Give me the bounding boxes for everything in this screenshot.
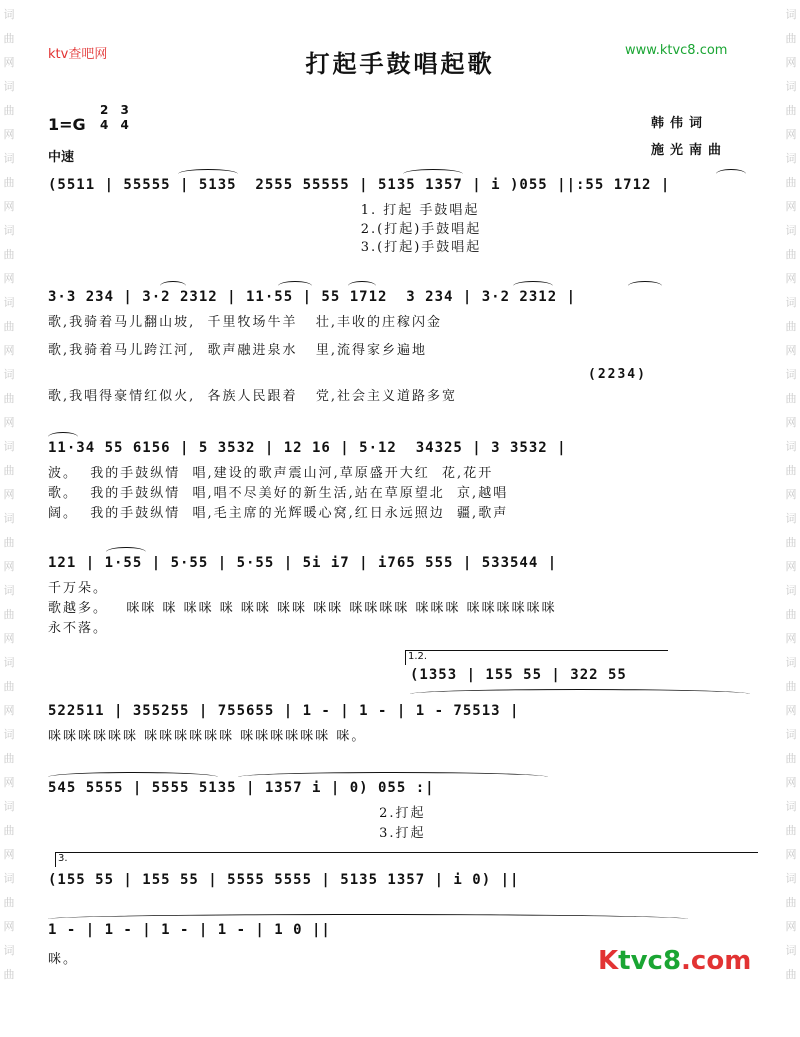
watermark-char: 词: [3, 80, 15, 93]
watermark-char: 曲: [785, 248, 797, 261]
slur-mark: [48, 432, 78, 442]
watermark-char: 曲: [3, 392, 15, 405]
meter-numerators: 2 3: [100, 103, 133, 117]
watermark-char: 网: [3, 416, 15, 429]
watermark-char: 网: [785, 920, 797, 933]
watermark-char: 网: [785, 128, 797, 141]
composer-credit: 施光南曲: [651, 143, 728, 158]
score-system-6: [48, 778, 760, 844]
score-system-5: [48, 665, 760, 747]
slur-mark: [278, 281, 312, 291]
watermark-char: 词: [3, 8, 15, 21]
watermark-char: 网: [3, 848, 15, 861]
time-signature: [100, 103, 133, 133]
watermark-char: 曲: [785, 968, 797, 981]
left-watermark-column: [0, 0, 18, 1037]
volta-bracket-3: 3.: [55, 852, 758, 867]
watermark-char: 词: [785, 152, 797, 165]
upper-accompaniment-line: (1353 | 155 55 | 322 55: [410, 667, 627, 683]
watermark-char: 曲: [785, 680, 797, 693]
slur-mark: [160, 281, 186, 291]
watermark-char: 网: [785, 704, 797, 717]
watermark-char: 词: [785, 512, 797, 525]
slur-mark: [106, 547, 146, 557]
watermark-char: 网: [785, 416, 797, 429]
watermark-char: 曲: [3, 464, 15, 477]
watermark-char: 网: [3, 344, 15, 357]
watermark-char: 网: [785, 560, 797, 573]
watermark-char: 曲: [785, 320, 797, 333]
watermark-char: 词: [3, 800, 15, 813]
watermark-char: 曲: [785, 176, 797, 189]
watermark-char: 网: [3, 56, 15, 69]
tempo-marking: 中速: [48, 150, 75, 165]
key-signature: 1=G: [48, 115, 86, 134]
watermark-char: 曲: [785, 104, 797, 117]
watermark-char: 词: [3, 944, 15, 957]
site-url-right[interactable]: www.ktvc8.com: [625, 43, 728, 58]
watermark-char: 网: [785, 848, 797, 861]
watermark-char: 词: [785, 728, 797, 741]
watermark-char: 词: [785, 368, 797, 381]
brand-logo-prefix: K: [598, 946, 619, 976]
watermark-char: 词: [3, 584, 15, 597]
slur-mark: [513, 281, 553, 291]
watermark-char: 曲: [785, 536, 797, 549]
right-watermark-column: [782, 0, 800, 1037]
notation-line: 11·34 55 6156 | 5 3532 | 12 16 | 5·12 34325 | 3 3532 |: [48, 440, 567, 456]
notation-line: 1 - | 1 - | 1 - | 1 - | 1 0 ||: [48, 922, 331, 938]
lyric-verse-3: 阔。 我的手鼓纵情 唱,毛主席的光辉暖心窝,红日永远照边 疆,歌声: [48, 506, 509, 521]
watermark-char: 词: [3, 368, 15, 381]
slur-mark: [48, 914, 688, 924]
watermark-char: 词: [3, 512, 15, 525]
watermark-char: 词: [3, 872, 15, 885]
brand-logo-middle: tvc8: [618, 946, 682, 976]
watermark-char: 曲: [3, 824, 15, 837]
watermark-char: 词: [785, 8, 797, 21]
watermark-char: 网: [3, 704, 15, 717]
site-name-left[interactable]: ktv查吧网: [48, 47, 108, 62]
watermark-char: 网: [3, 128, 15, 141]
song-title: 打起手鼓唱起歌: [305, 50, 495, 78]
watermark-char: 曲: [785, 824, 797, 837]
watermark-char: 曲: [3, 176, 15, 189]
lyricist-credit: 韩伟词: [651, 116, 709, 131]
slur-mark: [410, 689, 750, 699]
watermark-char: 词: [3, 440, 15, 453]
lyric-verse-2: 2.打起: [48, 806, 426, 821]
watermark-char: 网: [3, 488, 15, 501]
watermark-char: 曲: [785, 608, 797, 621]
watermark-char: 词: [785, 800, 797, 813]
watermark-char: 曲: [785, 896, 797, 909]
watermark-char: 曲: [3, 608, 15, 621]
brand-logo-suffix: .com: [681, 946, 752, 976]
watermark-char: 词: [3, 656, 15, 669]
notation-line: (155 55 | 155 55 | 5555 5555 | 5135 1357 | i 0) ||: [48, 872, 520, 888]
watermark-char: 词: [3, 224, 15, 237]
watermark-char: 曲: [785, 392, 797, 405]
lyric-verse-1: 波。 我的手鼓纵情 唱,建设的歌声震山河,草原盛开大红 花,花开: [48, 466, 494, 481]
watermark-char: 网: [785, 488, 797, 501]
lyric-verse-3: 歌,我唱得豪情红似火, 各族人民跟着 党,社会主义道路多宽: [48, 389, 458, 404]
notation-line: 3·3 234 | 3·2 2312 | 11·55 | 55 1712 3 234 | 3·2 2312 |: [48, 289, 577, 305]
lyric-verse-1: 千万朵。: [48, 581, 109, 596]
watermark-char: 词: [3, 296, 15, 309]
watermark-char: 网: [785, 56, 797, 69]
notation-line: 522511 | 355255 | 755655 | 1 - | 1 - | 1 - 75513 |: [48, 703, 520, 719]
meter-denominators: 4 4: [100, 118, 133, 132]
lyric-verse-3: 永不落。: [48, 621, 109, 636]
watermark-char: 曲: [3, 896, 15, 909]
slur-mark: [178, 169, 238, 179]
watermark-char: 网: [785, 776, 797, 789]
watermark-char: 曲: [785, 752, 797, 765]
lyric-verse-1: 歌,我骑着马儿翻山坡, 千里牧场牛羊 壮,丰收的庄稼闪金: [48, 315, 443, 330]
watermark-char: 网: [3, 560, 15, 573]
slur-mark: [403, 169, 463, 179]
lyric-verse: 咪咪咪咪咪咪 咪咪咪咪咪咪 咪咪咪咪咪咪 咪。: [48, 729, 367, 744]
slur-mark: [48, 772, 218, 782]
score-system-2: [48, 287, 760, 407]
watermark-char: 曲: [3, 320, 15, 333]
watermark-char: 曲: [3, 104, 15, 117]
watermark-char: 词: [3, 152, 15, 165]
watermark-char: 网: [785, 344, 797, 357]
lyric-verse-2: 歌。 我的手鼓纵情 唱,唱不尽美好的新生活,站在草原望北 京,越唱: [48, 486, 509, 501]
score-system-7: [48, 870, 760, 890]
watermark-char: 词: [785, 656, 797, 669]
watermark-char: 曲: [3, 248, 15, 261]
watermark-char: 曲: [3, 680, 15, 693]
notation-line: 545 5555 | 5555 5135 | 1357 i | 0) 055 :|: [48, 780, 435, 796]
watermark-char: 网: [3, 776, 15, 789]
watermark-char: 曲: [3, 968, 15, 981]
watermark-char: 词: [785, 224, 797, 237]
lyric-verse-3: 3.(打起)手鼓唱起: [48, 240, 482, 255]
lyric-verse: 咪。: [48, 952, 79, 967]
notation-line: 121 | 1·55 | 5·55 | 5·55 | 5i i7 | i765 555 | 533544 |: [48, 555, 558, 571]
variant-notes: (2234): [588, 367, 647, 382]
watermark-char: 曲: [3, 32, 15, 45]
watermark-char: 词: [3, 728, 15, 741]
slur-mark: [348, 281, 376, 291]
watermark-char: 网: [3, 920, 15, 933]
volta-bracket-1-2: 1.2.: [405, 650, 668, 665]
watermark-char: 网: [3, 272, 15, 285]
watermark-char: 词: [785, 872, 797, 885]
watermark-char: 曲: [785, 464, 797, 477]
score-system-4: [48, 553, 760, 639]
watermark-char: 词: [785, 584, 797, 597]
lyric-verse-3: 3.打起: [48, 826, 426, 841]
lyric-verse-2: 歌,我骑着马儿跨江河, 歌声融进泉水 里,流得家乡遍地: [48, 343, 428, 358]
slur-mark: [628, 281, 662, 291]
watermark-char: 词: [785, 80, 797, 93]
watermark-char: 曲: [3, 536, 15, 549]
watermark-char: 网: [3, 200, 15, 213]
watermark-char: 网: [785, 632, 797, 645]
lyric-verse-1: 1. 打起 手鼓唱起: [48, 203, 480, 218]
notation-line: (5511 | 55555 | 5135 2555 55555 | 5135 1357 | i )055 ||:55 1712 |: [48, 177, 671, 193]
watermark-char: 曲: [3, 752, 15, 765]
watermark-char: 曲: [785, 32, 797, 45]
brand-logo: [598, 946, 751, 976]
slur-mark: [238, 772, 548, 782]
watermark-char: 网: [3, 632, 15, 645]
watermark-char: 词: [785, 944, 797, 957]
slur-mark: [716, 169, 746, 179]
score-system-3: [48, 438, 760, 524]
watermark-char: 词: [785, 440, 797, 453]
watermark-char: 网: [785, 272, 797, 285]
watermark-char: 网: [785, 200, 797, 213]
score-system-1: [48, 175, 760, 257]
watermark-char: 词: [785, 296, 797, 309]
lyric-verse-2: 歌越多。 咪咪 咪 咪咪 咪 咪咪 咪咪 咪咪 咪咪咪咪 咪咪咪 咪咪咪咪咪咪: [48, 601, 557, 616]
lyric-verse-2: 2.(打起)手鼓唱起: [48, 222, 482, 237]
